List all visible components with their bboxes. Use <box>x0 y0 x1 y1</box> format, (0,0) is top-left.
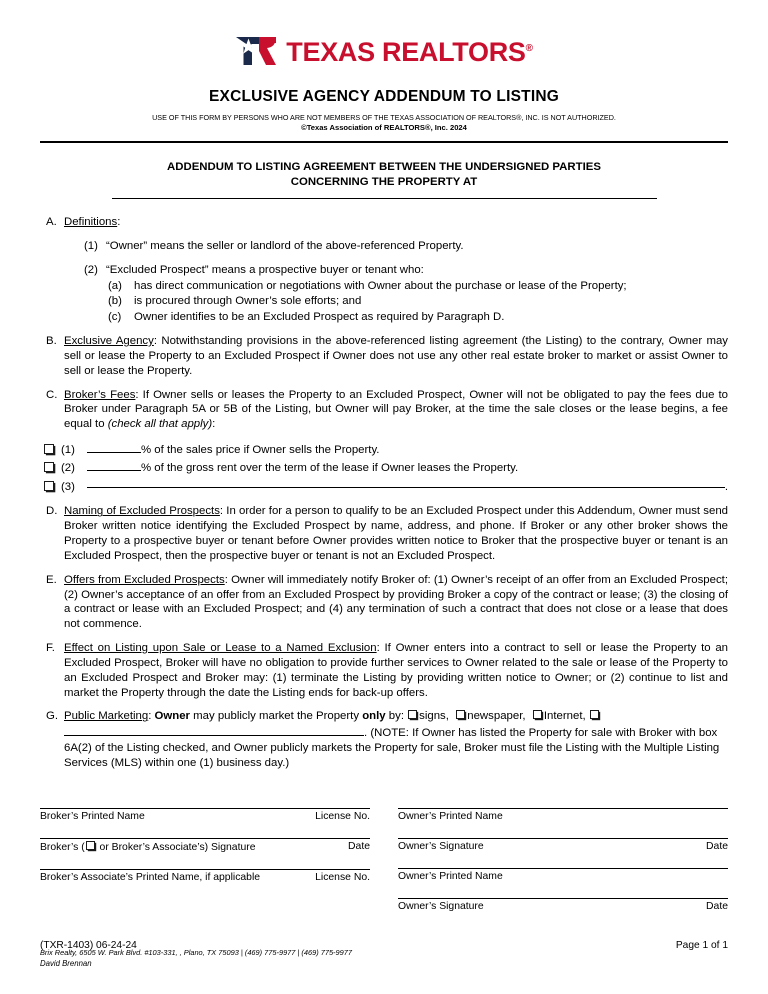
clause-g-option-internet: Internet, <box>543 710 586 723</box>
clause-a-heading-suffix: : <box>117 216 121 229</box>
clause-c-option-1-text: % of the sales price if Owner sells the Property. <box>141 444 380 456</box>
clause-g-option-newspaper: newspaper, <box>467 710 526 723</box>
checkbox-g-other[interactable] <box>590 710 599 719</box>
clause-d-text: : In order for a person to qualify to be an Excluded Prospect under this Addendum, Owner must send Broker written notice identifying the Excluded Prospect by name, address, and phone. If Broker or any other broker shows the Property to a prospective buyer or tenant before Owner provides written notice to Broker that the prospective buyer or tenant is an Excluded Prospect, then the prospective buyer or tenant is not an Excluded Prospect. <box>64 505 728 562</box>
clause-a-item-2b-text: is procured through Owner’s sole efforts; and <box>134 295 362 308</box>
clause-g-option-signs: signs, <box>419 710 449 723</box>
addendum-heading <box>40 160 728 190</box>
checkbox-c2[interactable] <box>44 462 54 472</box>
clause-c-option-1[interactable] <box>40 441 728 458</box>
owner1-signature-label: Owner’s Signature <box>398 841 484 852</box>
clause-d-naming-excluded-prospects <box>40 504 728 563</box>
clause-a-item-1-text: “Owner” means the seller or landlord of the above-referenced Property. <box>106 239 464 252</box>
clause-a-item-2a <box>64 279 728 294</box>
checkbox-g-internet[interactable] <box>533 710 542 719</box>
clause-g-other-blank[interactable] <box>64 724 364 736</box>
clause-a-item-2a-num: (a) <box>108 279 122 292</box>
brokerage-office-line: Brix Realty, 6505 W. Park Blvd. #103-331, , Plano, TX 75093 | (469) 775-9977 | (469) 775-9977 <box>40 948 352 957</box>
clause-b-exclusive-agency <box>40 334 728 378</box>
clause-a-item-2-text: “Excluded Prospect” means a prospective buyer or tenant who: <box>106 263 424 276</box>
clause-e-text: : Owner will immediately notify Broker of: (1) Owner’s receipt of an offer from an Excluded Prospect; (2) Owner’s acceptance of an offer from an Excluded Prospect by providing Broker a copy of the contract or lease; (3) the closing of a contract or lease with an Excluded Prospect; and (4) any termination of such a contract that does not close or a lease that does not commence. <box>64 573 728 631</box>
clause-c-option-2-num: (2) <box>61 461 75 474</box>
clause-e-offers-from-excluded-prospects <box>40 573 728 632</box>
clause-g-heading: Public Marketing <box>64 710 149 723</box>
signature-column-broker <box>40 808 370 928</box>
clause-a-item-2c <box>64 310 728 325</box>
clause-c-option-3-blank[interactable] <box>87 475 725 488</box>
clause-c-option-2[interactable] <box>40 459 728 476</box>
clause-c-fee-options <box>40 441 728 494</box>
signature-column-owner <box>398 808 728 928</box>
signature-block <box>40 808 728 928</box>
registered-mark: ® <box>525 42 533 54</box>
broker-license-no-label: License No. <box>315 811 370 822</box>
clause-a-item-1 <box>64 239 728 254</box>
broker-associate-license-no-label: License No. <box>315 872 370 883</box>
page-number-label: Page 1 of 1 <box>675 940 728 951</box>
clause-a-letter: A. <box>46 216 57 229</box>
clause-g-note: . (NOTE: If Owner has listed the Property for sale with Broker with box 6A(2) of the Listing checked, and Owner publicly markets the Property for sale, Broker must file the Listing with the Multiple Listing Services (MLS) within one (1) business day.) <box>64 727 720 769</box>
checkbox-broker-or-associate[interactable] <box>86 841 95 850</box>
checkbox-c3[interactable] <box>44 481 54 491</box>
owner1-printed-name-label: Owner’s Printed Name <box>398 811 503 822</box>
clause-a-item-2c-text: Owner identifies to be an Excluded Prospect as required by Paragraph D. <box>134 311 505 324</box>
clause-d-heading: Naming of Excluded Prospects <box>64 505 220 518</box>
addendum-heading-line1: ADDENDUM TO LISTING AGREEMENT BETWEEN THE UNDERSIGNED PARTIES <box>167 160 601 173</box>
owner1-signature-date-label: Date <box>706 841 728 852</box>
clause-a-heading: Definitions <box>64 216 118 229</box>
form-id-label: (TXR-1403) 06-24-24 <box>40 940 137 951</box>
clause-a-item-2 <box>64 263 728 278</box>
clause-c-brokers-fees <box>40 388 728 432</box>
clause-e-heading: Offers from Excluded Prospects <box>64 573 225 586</box>
owner2-printed-name-label: Owner’s Printed Name <box>398 871 503 882</box>
property-address-blank[interactable] <box>112 197 657 199</box>
clause-e-letter: E. <box>46 573 57 586</box>
clause-a-item-1-num: (1) <box>84 239 98 252</box>
clause-g-text-by: by: <box>385 710 408 723</box>
clause-a-item-2b-num: (b) <box>108 295 122 308</box>
clause-b-heading: Exclusive Agency <box>64 335 154 348</box>
clause-a-item-2b <box>64 294 728 309</box>
clause-b-letter: B. <box>46 335 57 348</box>
broker-signature-label-post: or Broker’s Associate’s) Signature <box>96 842 256 853</box>
tr-star-logo-icon <box>235 35 277 67</box>
clause-g-text-mid: may publicly market the Property <box>190 710 363 723</box>
clause-b-text: : Notwithstanding provisions in the above-referenced listing agreement (the Listing) to the contrary, Owner may sell or lease the Property to an Excluded Prospect if Owner does not use any other real estate broker to market or assist Owner to sell or lease the Property. <box>64 335 728 377</box>
clause-a-item-2-num: (2) <box>84 263 98 276</box>
usage-restriction-note: USE OF THIS FORM BY PERSONS WHO ARE NOT MEMBERS OF THE TEXAS ASSOCIATION OF REALTORS®, INC. IS NOT AUTHORIZED. <box>152 113 616 122</box>
clause-d-letter: D. <box>46 505 58 518</box>
clause-c-option-3-period: . <box>724 480 728 493</box>
broker-signature-label-pre: Broker’s ( <box>40 842 85 853</box>
checkbox-g-signs[interactable] <box>408 710 417 719</box>
addendum-heading-line2: CONCERNING THE PROPERTY AT <box>290 176 478 189</box>
clause-a-item-2a-text: has direct communication or negotiations with Owner about the purchase or lease of the Property; <box>134 279 627 292</box>
clause-c-option-3-num: (3) <box>61 480 75 493</box>
clause-c-option-2-blank[interactable] <box>87 459 141 471</box>
clause-g-letter: G. <box>46 710 59 723</box>
broker-printed-name-label: Broker’s Printed Name <box>40 811 145 822</box>
clause-f-heading: Effect on Listing upon Sale or Lease to a Named Exclusion <box>64 642 377 655</box>
clause-c-letter: C. <box>46 388 58 401</box>
clause-c-option-3[interactable] <box>40 477 728 495</box>
agent-name-label: David Brennan <box>40 959 92 969</box>
form-title: EXCLUSIVE AGENCY ADDENDUM TO LISTING <box>209 88 559 105</box>
logo-wordmark: TEXAS REALTORS® <box>286 36 533 67</box>
texas-realtors-logo <box>235 34 532 68</box>
clause-c-text-before: : If Owner sells or leases the Property to an Excluded Prospect, Owner will not be obligated to pay the fees due to Broker under Paragraph 5A or 5B of the Listing, but Owner will pay Broker, at the time the sale closes or the lease begins, a fee equal to <box>64 388 729 431</box>
broker-associate-printed-name-label: Broker’s Associate’s Printed Name, if applicable <box>40 872 261 883</box>
clause-c-option-2-text: % of the gross rent over the term of the lease if Owner leases the Property. <box>141 461 519 474</box>
owner2-signature-date-label: Date <box>706 901 728 912</box>
checkbox-c1[interactable] <box>44 444 54 454</box>
clause-g-public-marketing <box>40 709 728 770</box>
clause-c-text-after: : <box>212 418 216 431</box>
masthead <box>40 0 728 133</box>
clause-a-definitions <box>40 215 728 325</box>
clause-c-heading: Broker’s Fees <box>64 388 136 401</box>
clause-c-option-1-blank[interactable] <box>87 441 141 453</box>
clause-f-effect-on-listing <box>40 641 728 700</box>
broker-signature-date-label: Date <box>348 841 370 852</box>
header-divider <box>40 141 728 143</box>
clause-list <box>40 215 728 771</box>
clause-g-bold-only: only <box>362 710 386 723</box>
clause-c-option-1-num: (1) <box>61 444 75 456</box>
owner2-signature-label: Owner’s Signature <box>398 901 484 912</box>
clause-f-text: : If Owner enters into a contract to sell or lease the Property to an Excluded Prospect, Broker will have no obligation to provide further services to Owner related to the sale or lease of the Property to an Excluded Prospect and Broker may: (1) terminate the Listing by providing written notice to Owner; or (2) continue to list and market the Property through the date the Listing ends for back-up offers. <box>64 642 729 699</box>
clause-g-colon: : <box>148 710 155 723</box>
clause-c-italic-instruction: (check all that apply) <box>107 418 213 431</box>
page-footer <box>40 940 728 970</box>
clause-f-letter: F. <box>46 642 55 655</box>
copyright-note: ©Texas Association of REALTORS®, Inc. 2024 <box>301 122 467 132</box>
clause-g-bold-owner: Owner <box>154 710 190 723</box>
clause-a-item-2c-num: (c) <box>108 311 122 324</box>
checkbox-g-newspaper[interactable] <box>456 710 465 719</box>
